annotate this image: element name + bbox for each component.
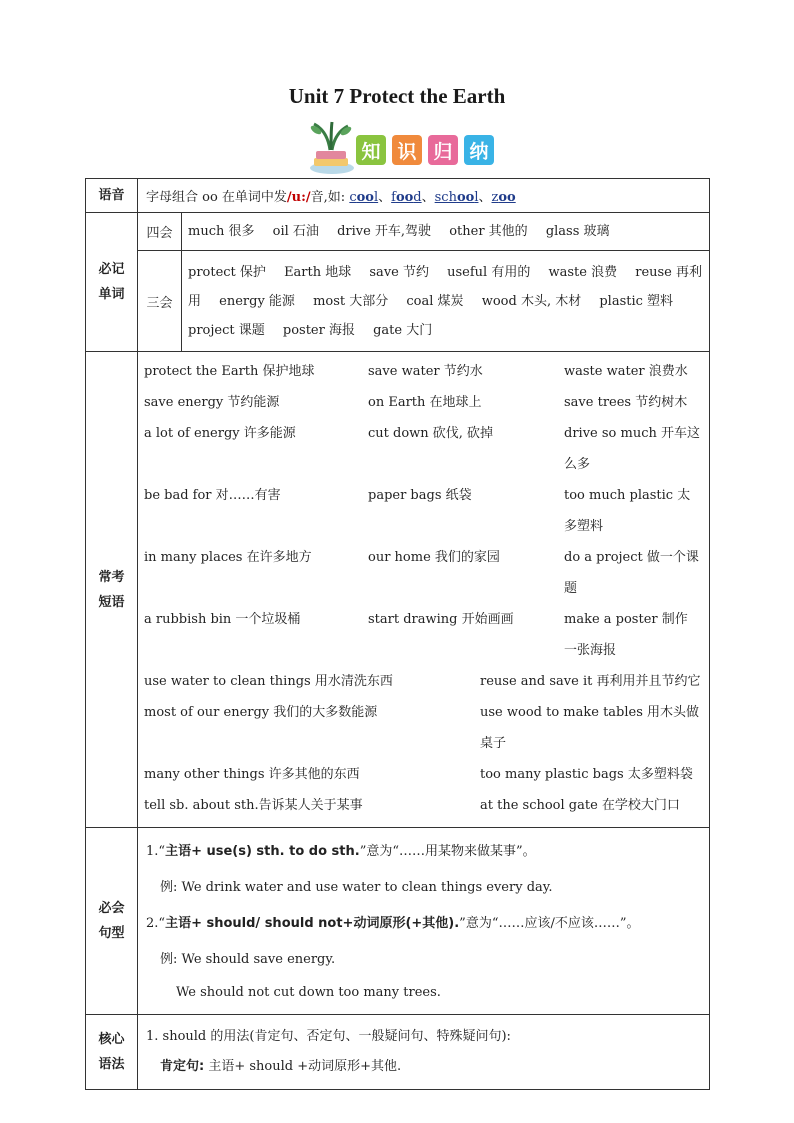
example-word: school	[434, 190, 479, 205]
phrase-item: many other things 许多其他的东西	[144, 767, 360, 782]
grammar-content	[138, 1015, 710, 1090]
phrase-item: reuse and save it 再利用并且节约它	[480, 674, 701, 689]
sentence-pattern-1: 1.“主语+ use(s) sth. to do sth.”意为“……用某物来做某事”。	[146, 844, 536, 859]
phrase-item: use water to clean things 用水清洗东西	[144, 674, 393, 689]
page-title: Unit 7 Protect the Earth	[288, 84, 506, 108]
word-item: coal 煤炭	[406, 293, 464, 309]
phonics-content: 字母组合 oo 在单词中发/u:/音,如: cool、food、school、zoo	[138, 179, 710, 213]
word-item: save 节约	[369, 264, 429, 280]
banner-char: 知	[356, 135, 386, 165]
phrase-item: at the school gate 在学校大门口	[480, 798, 680, 813]
word-item: useful 有用的	[447, 264, 531, 280]
example-sentence: 例: We should save energy.	[160, 952, 336, 967]
sentences-row	[86, 828, 710, 1015]
phrase-item: protect the Earth 保护地球	[144, 364, 315, 379]
phrase-item: most of our energy 我们的大多数能源	[144, 705, 378, 720]
sentences-content	[138, 828, 710, 1015]
phrase-item: too many plastic bags 太多塑料袋	[480, 767, 693, 782]
vocab-three-words	[182, 251, 710, 352]
phrase-item: drive so much 开车这么多	[564, 426, 700, 472]
vocab-row-four	[86, 213, 710, 251]
word-item: poster 海报	[282, 322, 355, 338]
word-item: other 其他的	[449, 224, 528, 239]
vocab-row-three	[86, 251, 710, 352]
vocab-three-label: 三会	[138, 251, 182, 352]
phrase-item: save trees 节约树木	[564, 395, 688, 410]
phrase-item: start drawing 开始画画	[368, 612, 514, 627]
phrase-item: in many places 在许多地方	[144, 550, 312, 565]
phonics-text: 音,如:	[310, 190, 350, 205]
phrase-item: too much plastic 太多塑料	[564, 488, 691, 534]
phrase-item: be bad for 对……有害	[144, 488, 281, 503]
grammar-label: 核心 语法	[86, 1015, 138, 1090]
phrase-item: our home 我们的家园	[368, 550, 500, 565]
word-item: plastic 塑料	[599, 293, 674, 309]
grammar-point: 1. should 的用法(肯定句、否定句、一般疑问句、特殊疑问句):	[146, 1029, 511, 1044]
example-sentence: 例: We drink water and use water to clean things every day.	[160, 880, 553, 895]
phrase-item: on Earth 在地球上	[368, 395, 482, 410]
word-item: glass 玻璃	[545, 224, 610, 239]
word-item: protect 保护	[188, 264, 266, 280]
word-item: waste 浪费	[548, 264, 618, 280]
example-word: cool	[349, 190, 379, 205]
phrase-item: paper bags 纸袋	[368, 488, 472, 503]
banner-char: 纳	[464, 135, 494, 165]
sentence-pattern-2: 2.“主语+ should/ should not+动词原形(+其他).”意为“……应该/不应该……”。	[146, 916, 640, 931]
word-item: most 大部分	[313, 293, 389, 309]
word-item: project 课题	[188, 322, 265, 338]
phonics-row	[86, 179, 710, 213]
plant-decoration-icon	[302, 120, 362, 176]
word-item: drive 开车,驾驶	[337, 224, 432, 239]
phrase-item: make a poster 制作一张海报	[564, 612, 688, 658]
phonics-text: 字母组合 oo 在单词中发	[146, 190, 287, 205]
example-sentence: We should not cut down too many trees.	[176, 985, 441, 1000]
example-word: food	[391, 190, 422, 205]
sentences-label: 必会 句型	[86, 828, 138, 1015]
word-item: energy 能源	[219, 293, 295, 309]
phrase-item: a rubbish bin 一个垃圾桶	[144, 612, 301, 627]
section-banner	[302, 120, 502, 176]
phonics-sound: /u:/	[286, 190, 311, 205]
word-item: oil 石油	[272, 224, 319, 239]
word-item: reuse 再利用	[188, 264, 703, 309]
phrase-item: do a project 做一个课题	[564, 550, 699, 596]
example-word: zoo	[491, 190, 516, 205]
grammar-rule: 肯定句: 主语+ should +动词原形+其他.	[160, 1059, 402, 1074]
banner-char: 识	[392, 135, 422, 165]
phonics-label: 语音	[86, 179, 138, 213]
phrase-item: waste water 浪费水	[564, 364, 688, 379]
phrases-row	[86, 352, 710, 828]
grammar-row	[86, 1015, 710, 1090]
word-item: Earth 地球	[284, 264, 352, 280]
phrase-item: save water 节约水	[368, 364, 483, 379]
word-item: wood 木头, 木材	[481, 293, 582, 309]
phrases-label: 常考 短语	[86, 352, 138, 828]
word-item: much 很多	[188, 224, 255, 239]
vocab-four-label: 四会	[138, 213, 182, 251]
knowledge-table	[85, 178, 710, 1090]
banner-char: 归	[428, 135, 458, 165]
phrase-item: save energy 节约能源	[144, 395, 280, 410]
word-item: gate 大门	[373, 322, 433, 338]
phrase-item: a lot of energy 许多能源	[144, 426, 296, 441]
phrase-item: use wood to make tables 用木头做桌子	[480, 705, 700, 751]
phrase-item: tell sb. about sth.告诉某人关于某事	[144, 798, 363, 813]
phrases-content	[138, 352, 710, 828]
vocab-four-words	[182, 213, 710, 251]
vocab-label: 必记 单词	[86, 213, 138, 352]
phrase-item: cut down 砍伐, 砍掉	[368, 426, 494, 441]
